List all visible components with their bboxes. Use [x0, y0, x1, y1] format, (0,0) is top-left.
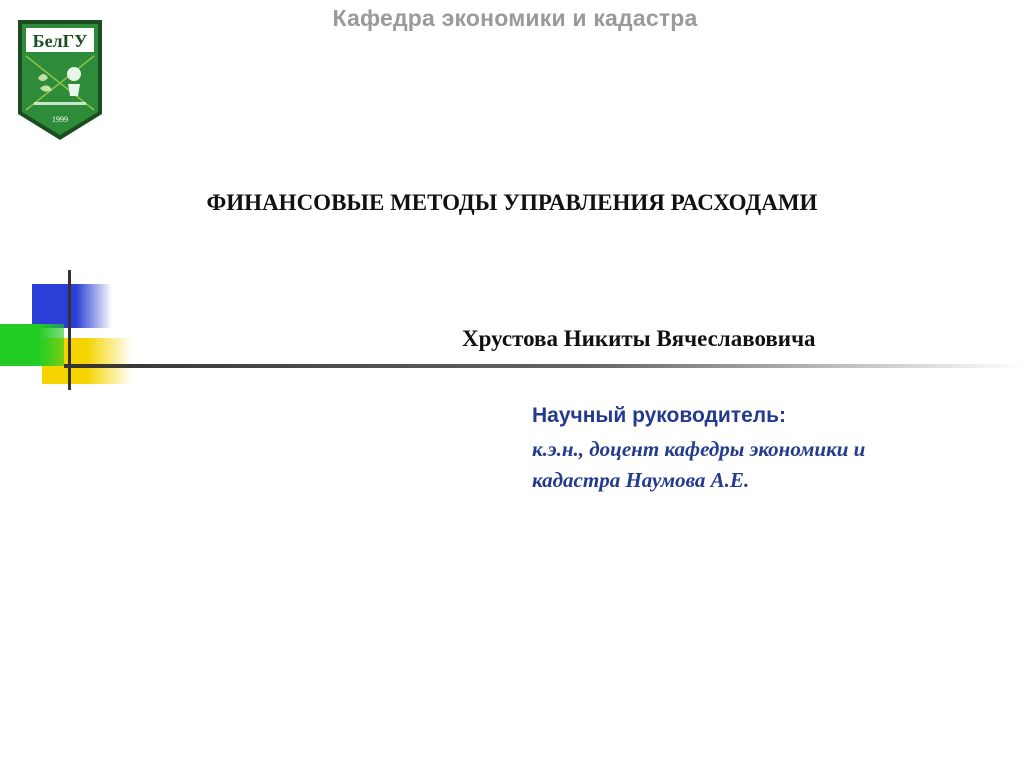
logo-text: БелГУ	[32, 31, 88, 51]
shield-logo-icon	[16, 18, 104, 142]
university-logo	[16, 18, 104, 142]
presentation-title: ФИНАНСОВЫЕ МЕТОДЫ УПРАВЛЕНИЯ РАСХОДАМИ	[206, 190, 818, 215]
department-name: Кафедра экономики и кадастра	[332, 5, 698, 31]
logo-year: 1999	[52, 115, 68, 124]
supervisor-name: кадастра Наумова А.Е.	[532, 468, 750, 492]
supervisor-credentials: к.э.н., доцент кафедры экономики и	[532, 437, 866, 461]
author-name: Хрустова Никиты Вячеславовича	[462, 326, 816, 351]
supervisor-label: Научный руководитель:	[532, 404, 786, 427]
